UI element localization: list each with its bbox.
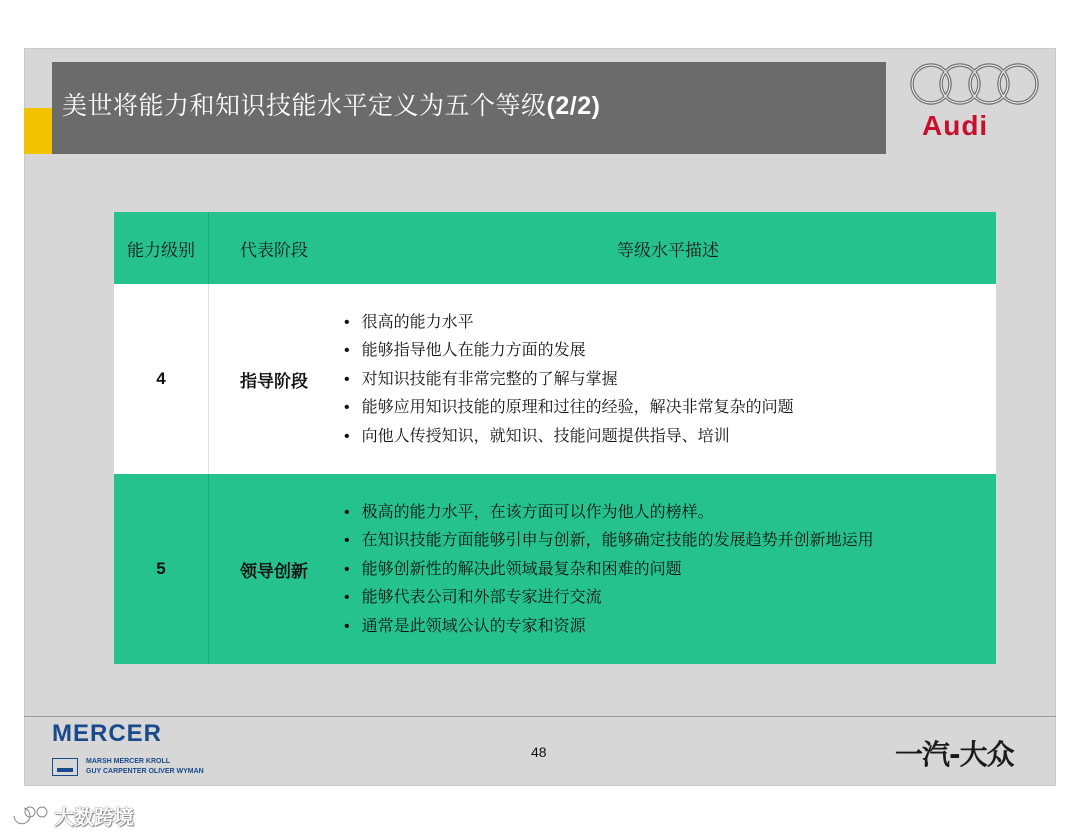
footer-divider (24, 716, 1056, 717)
list-item: • 通常是此领域公认的专家和资源 (344, 612, 874, 641)
watermark (8, 801, 134, 830)
level-value: 5 (156, 559, 166, 578)
list-item: • 很高的能力水平 (344, 308, 794, 337)
description-list (340, 498, 874, 641)
table-row-level-5 (114, 474, 996, 664)
mercer-group-line2: GUY CARPENTER OLIVER WYMAN (86, 768, 204, 775)
header-stage: 代表阶段 (240, 240, 308, 261)
mercer-group-logo (52, 756, 252, 780)
page-number: 48 (531, 744, 547, 760)
watermark-logo-icon (8, 802, 50, 830)
level-cell (114, 474, 209, 664)
level-value: 4 (156, 369, 166, 388)
slide-title-suffix: (2/2) (546, 92, 601, 120)
faw-vw-logo: 一汽-大众 (895, 738, 1014, 771)
list-item: • 能够应用知识技能的原理和过往的经验，解决非常复杂的问题 (344, 393, 794, 422)
mercer-logo: MERCER (52, 720, 163, 747)
level-cell (114, 284, 209, 474)
audi-rings-logo (905, 60, 1045, 108)
stage-cell (208, 284, 340, 474)
stage-value: 指导阶段 (240, 371, 308, 392)
header-description: 等级水平描述 (617, 240, 719, 261)
table-row-level-4 (114, 284, 996, 474)
description-cell (340, 474, 996, 664)
watermark-text: 大数跨境 (54, 805, 134, 829)
mercer-group-line1: MARSH MERCER KROLL (86, 758, 170, 765)
header-level: 能力级别 (114, 212, 209, 284)
description-list (340, 308, 794, 451)
list-item: • 向他人传授知识，就知识、技能问题提供指导、培训 (344, 422, 794, 451)
slide-title (62, 86, 600, 122)
description-cell (340, 284, 996, 474)
list-item: • 能够代表公司和外部专家进行交流 (344, 583, 874, 612)
list-item: • 在知识技能方面能够引申与创新，能够确定技能的发展趋势并创新地运用 (344, 526, 874, 555)
list-item: • 对知识技能有非常完整的了解与掌握 (344, 365, 794, 394)
title-accent-bar (24, 108, 52, 154)
stage-cell (208, 474, 340, 664)
slide-title-main: 美世将能力和知识技能水平定义为五个等级 (62, 91, 547, 120)
list-item: • 能够创新性的解决此领域最复杂和困难的问题 (344, 555, 874, 584)
list-item: • 能够指导他人在能力方面的发展 (344, 336, 794, 365)
stage-value: 领导创新 (240, 561, 308, 582)
table-header-row (114, 212, 996, 284)
competency-table (114, 212, 996, 664)
mercer-box-icon (52, 758, 78, 776)
list-item: • 极高的能力水平，在该方面可以作为他人的榜样。 (344, 498, 874, 527)
audi-wordmark: Audi (922, 110, 989, 141)
